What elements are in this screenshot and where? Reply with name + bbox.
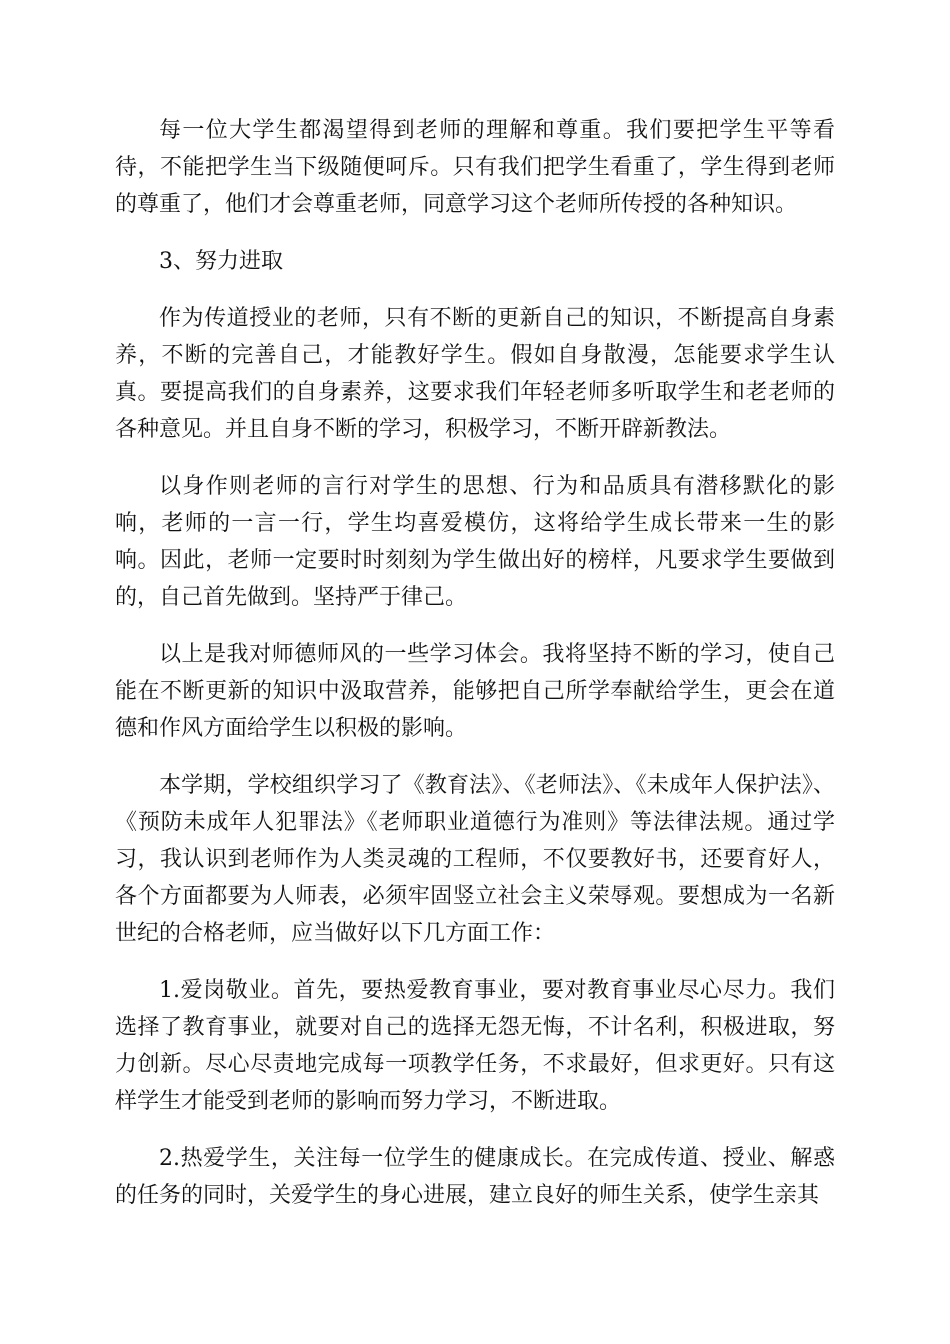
paragraph-respect: 每一位大学生都渴望得到老师的理解和尊重。我们要把学生平等看待，不能把学生当下级随便呵斥。只有我们把学生看重了，学生得到老师的尊重了，他们才会尊重老师，同意学习这个老师所传授的各种知识。 <box>115 118 835 217</box>
section-heading-3: 3、努力进取 <box>159 249 283 274</box>
document-body <box>115 112 835 1234</box>
paragraph-item-2: 2.热爱学生，关注每一位学生的健康成长。在完成传道、授业、解惑的任务的同时，关爱学生的身心进展，建立良好的师生关系，使学生亲其 <box>115 1146 835 1208</box>
paragraph-item-1: 1.爱岗敬业。首先，要热爱教育事业，要对教育事业尽心尽力。我们选择了教育事业，就要对自己的选择无怨无悔，不计名利，积极进取，努力创新。尽心尽责地完成每一项教学任务，不求最好，但求更好。只有这样学生才能受到老师的影响而努力学习，不断进取。 <box>115 978 835 1114</box>
paragraph-laws-study: 本学期，学校组织学习了《教育法》、《老师法》、《未成年人保护法》、《预防未成年人犯罪法》《老师职业道德行为准则》等法律法规。通过学习，我认识到老师作为人类灵魂的工程师，不仅要教好书，还要育好人，各个方面都要为人师表，必须牢固竖立社会主义荣辱观。要想成为一名新世纪的合格老师，应当做好以下几方面工作： <box>115 773 835 946</box>
paragraph-summary: 以上是我对师德师风的一些学习体会。我将坚持不断的学习，使自己能在不断更新的知识中汲取营养，能够把自己所学奉献给学生，更会在道德和作风方面给学生以积极的影响。 <box>115 642 835 741</box>
paragraph-self-improvement: 作为传道授业的老师，只有不断的更新自己的知识，不断提高自身素养，不断的完善自己，才能教好学生。假如自身散漫，怎能要求学生认真。要提高我们的自身素养，这要求我们年轻老师多听取学生和老老师的各种意见。并且自身不断的学习，积极学习，不断开辟新教法。 <box>115 306 835 442</box>
paragraph-lead-by-example: 以身作则老师的言行对学生的思想、行为和品质具有潜移默化的影响，老师的一言一行，学生均喜爱模仿，这将给学生成长带来一生的影响。因此，老师一定要时时刻刻为学生做出好的榜样，凡要求学生要做到的，自己首先做到。坚持严于律己。 <box>115 474 835 610</box>
